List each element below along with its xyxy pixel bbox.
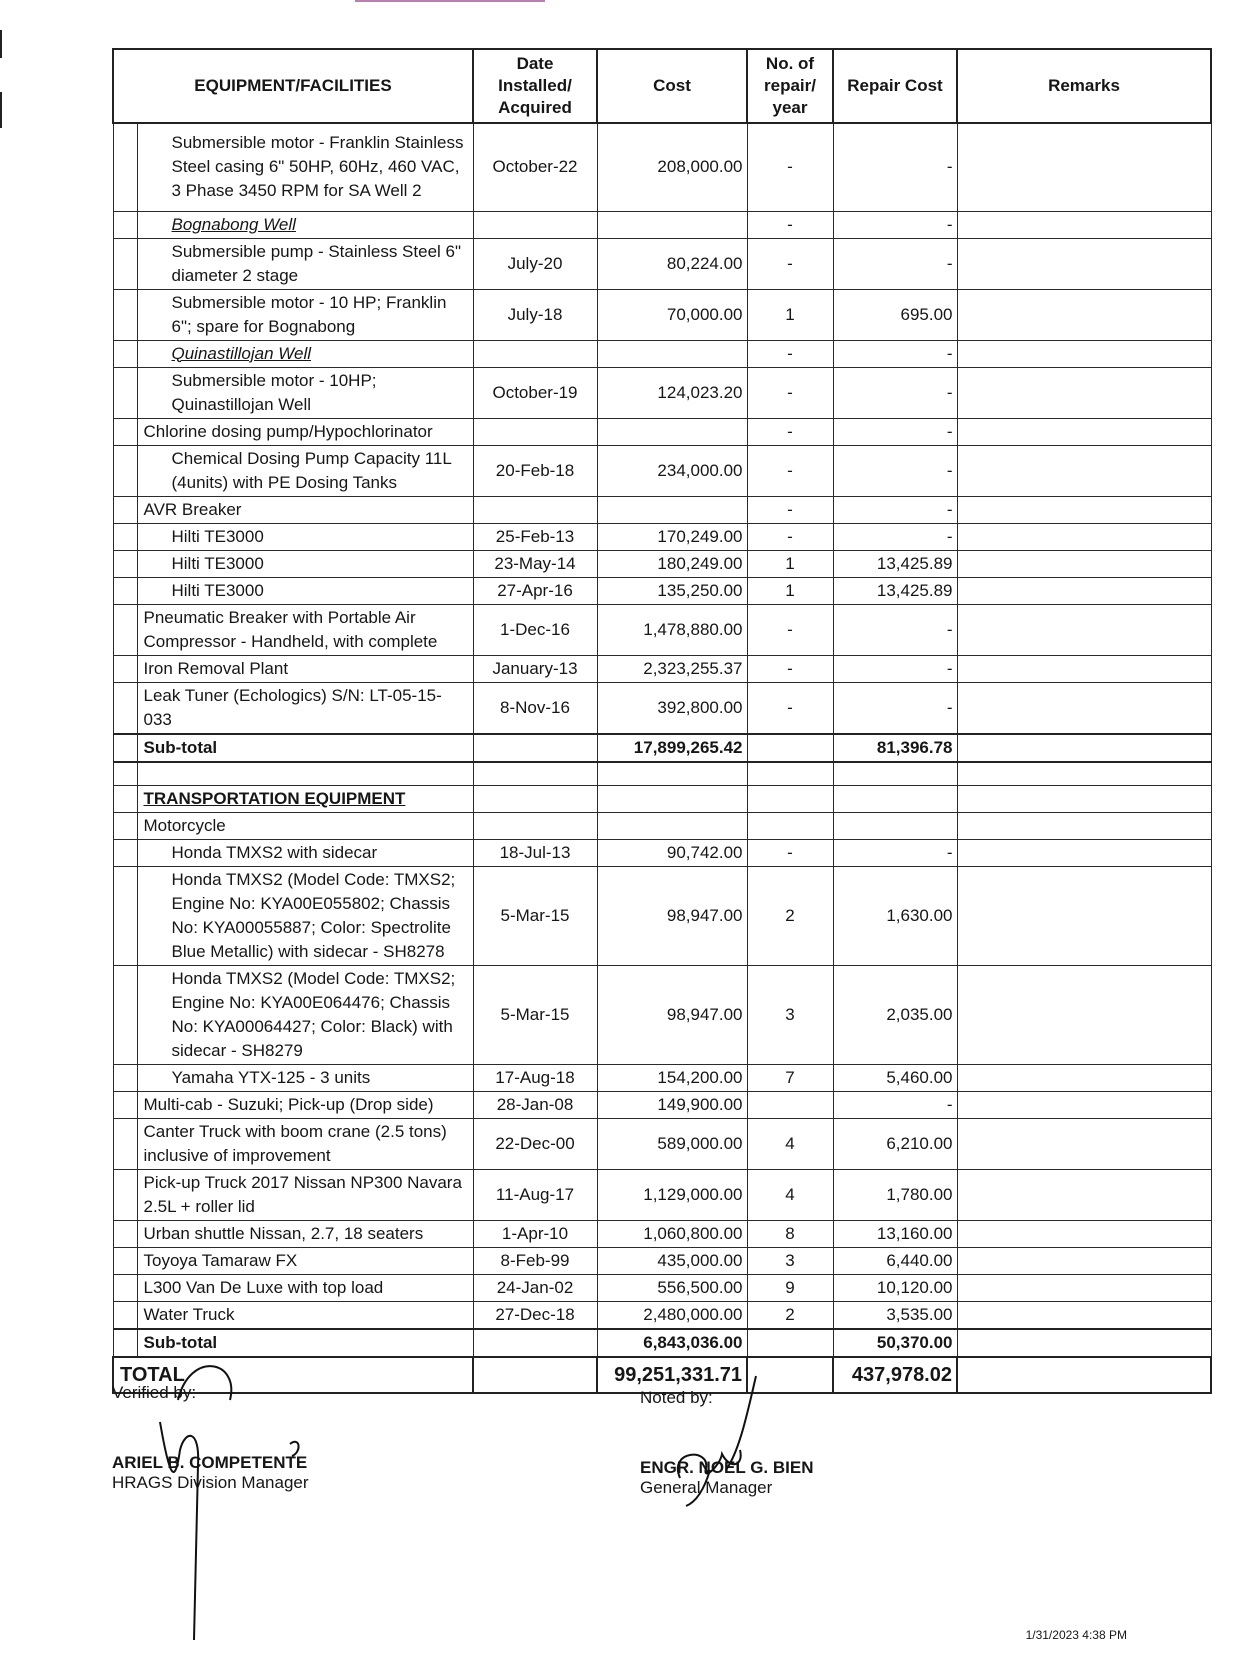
header-cost: Cost [597, 49, 747, 123]
handwritten-signature [150, 1340, 310, 1640]
row-description: Motorcycle [137, 812, 473, 839]
row-description: AVR Breaker [137, 496, 473, 523]
row-description: Honda TMXS2 (Model Code: TMXS2; Engine No: KYA00E055802; Chassis No: KYA00055887; Color: Spectrolite Blue Metallic) with sidecar - SH8278 [137, 866, 473, 965]
verified-by-name: ARIEL B. COMPETENTE [112, 1453, 308, 1472]
row-repairs: - [747, 123, 833, 211]
table-row: Quinastillojan Well - - [113, 340, 1211, 367]
row-description: Iron Removal Plant [137, 655, 473, 682]
handwritten-signature [660, 1370, 780, 1510]
table-row: Urban shuttle Nissan, 2.7, 18 seaters 1-Apr-10 1,060,800.00 8 13,160.00 [113, 1220, 1211, 1247]
section-title: TRANSPORTATION EQUIPMENT [137, 785, 473, 812]
row-description: Water Truck [137, 1301, 473, 1329]
table-row: Honda TMXS2 with sidecar 18-Jul-13 90,742.00 - - [113, 839, 1211, 866]
row-date: October-22 [473, 123, 597, 211]
row-description: Urban shuttle Nissan, 2.7, 18 seaters [137, 1220, 473, 1247]
table-row: Leak Tuner (Echologics) S/N: LT-05-15-033 8-Nov-16 392,800.00 - - [113, 682, 1211, 734]
print-timestamp: 1/31/2023 4:38 PM [1025, 1628, 1127, 1642]
row-cost: 208,000.00 [597, 123, 747, 211]
row-description: Submersible pump - Stainless Steel 6" diameter 2 stage [137, 238, 473, 289]
subtotal-row: Sub-total 17,899,265.42 81,396.78 [113, 734, 1211, 762]
header-equipment: EQUIPMENT/FACILITIES [113, 49, 473, 123]
left-edge-mark [0, 92, 2, 128]
row-description: Yamaha YTX-125 - 3 units [137, 1064, 473, 1091]
row-remarks [957, 123, 1211, 211]
row-description: Bognabong Well [137, 211, 473, 238]
row-description: Submersible motor - 10 HP; Franklin 6"; spare for Bognabong [137, 289, 473, 340]
table-row [113, 812, 1211, 839]
row-description: Submersible motor - 10HP; Quinastillojan Well [137, 367, 473, 418]
table-row: Bognabong Well - - [113, 211, 1211, 238]
table-header-row [113, 49, 1211, 123]
table-row: L300 Van De Luxe with top load 24-Jan-02 556,500.00 9 10,120.00 [113, 1274, 1211, 1301]
total-cost: 99,251,331.71 [597, 1357, 747, 1393]
table-row: Honda TMXS2 (Model Code: TMXS2; Engine No: KYA00E064476; Chassis No: KYA00064427; Color: Black) with sidecar - SH8279 5-Mar-15 98,947.00 3 2,035.00 [113, 965, 1211, 1064]
row-repair-cost: - [833, 123, 957, 211]
total-label: TOTAL [113, 1357, 473, 1393]
row-description: Sub-total [137, 1329, 473, 1357]
table-row: Multi-cab - Suzuki; Pick-up (Drop side) 28-Jan-08 149,900.00 - [113, 1091, 1211, 1118]
table-row: Chemical Dosing Pump Capacity 11L (4units) with PE Dosing Tanks 20-Feb-18 234,000.00 - - [113, 445, 1211, 496]
row-description: Chlorine dosing pump/Hypochlorinator [137, 418, 473, 445]
table-row: Submersible pump - Stainless Steel 6" diameter 2 stage July-20 80,224.00 - - [113, 238, 1211, 289]
row-description: Honda TMXS2 (Model Code: TMXS2; Engine No: KYA00E064476; Chassis No: KYA00064427; Color: Black) with sidecar - SH8279 [137, 965, 473, 1064]
noted-by-title: General Manager [640, 1478, 773, 1497]
table-row: Hilti TE3000 25-Feb-13 170,249.00 - - [113, 523, 1211, 550]
row-description: Pick-up Truck 2017 Nissan NP300 Navara 2.5L + roller lid [137, 1169, 473, 1220]
row-description: Hilti TE3000 [137, 577, 473, 604]
equipment-table [112, 48, 1212, 1394]
table-row: Pneumatic Breaker with Portable Air Compressor - Handheld, with complete 1-Dec-16 1,478,880.00 - - [113, 604, 1211, 655]
row-description: Honda TMXS2 with sidecar [137, 839, 473, 866]
section-heading-row [113, 785, 1211, 812]
noted-by-name: ENGR. NOEL G. BIEN [640, 1458, 814, 1477]
table-row: Yamaha YTX-125 - 3 units 17-Aug-18 154,200.00 7 5,460.00 [113, 1064, 1211, 1091]
table-row: Honda TMXS2 (Model Code: TMXS2; Engine No: KYA00E055802; Chassis No: KYA00055887; Color: Spectrolite Blue Metallic) with sidecar - SH8278 5-Mar-15 98,947.00 2 1,630.00 [113, 866, 1211, 965]
row-description: Leak Tuner (Echologics) S/N: LT-05-15-033 [137, 682, 473, 734]
header-repairs: No. of repair/ year [747, 49, 833, 123]
top-mark-line [355, 0, 545, 2]
row-description: Submersible motor - Franklin Stainless Steel casing 6" 50HP, 60Hz, 460 VAC, 3 Phase 3450 RPM for SA Well 2 [137, 123, 473, 211]
table-row: Water Truck 27-Dec-18 2,480,000.00 2 3,535.00 [113, 1301, 1211, 1329]
row-description: Canter Truck with boom crane (2.5 tons) inclusive of improvement [137, 1118, 473, 1169]
table-row: Hilti TE3000 27-Apr-16 135,250.00 1 13,425.89 [113, 577, 1211, 604]
table-row: Canter Truck with boom crane (2.5 tons) inclusive of improvement 22-Dec-00 589,000.00 4 6,210.00 [113, 1118, 1211, 1169]
table-row: Submersible motor - 10HP; Quinastillojan Well October-19 124,023.20 - - [113, 367, 1211, 418]
row-description: Quinastillojan Well [137, 340, 473, 367]
verified-by-label: Verified by: [112, 1383, 197, 1402]
row-description: L300 Van De Luxe with top load [137, 1274, 473, 1301]
table-row: Hilti TE3000 23-May-14 180,249.00 1 13,425.89 [113, 550, 1211, 577]
header-date: Date Installed/ Acquired [473, 49, 597, 123]
row-description: Hilti TE3000 [137, 523, 473, 550]
table-row [113, 123, 1211, 211]
row-description: Chemical Dosing Pump Capacity 11L (4units) with PE Dosing Tanks [137, 445, 473, 496]
total-repair-cost: 437,978.02 [833, 1357, 957, 1393]
verified-by-title: HRAGS Division Manager [112, 1473, 309, 1492]
row-description: Toyoya Tamaraw FX [137, 1247, 473, 1274]
row-description: Hilti TE3000 [137, 550, 473, 577]
table-row: Iron Removal Plant January-13 2,323,255.37 - - [113, 655, 1211, 682]
header-remarks: Remarks [957, 49, 1211, 123]
row-description: Pneumatic Breaker with Portable Air Compressor - Handheld, with complete [137, 604, 473, 655]
header-repair-cost: Repair Cost [833, 49, 957, 123]
left-edge-mark [0, 30, 2, 58]
table-row: Chlorine dosing pump/Hypochlorinator - - [113, 418, 1211, 445]
table-row: Toyoya Tamaraw FX 8-Feb-99 435,000.00 3 6,440.00 [113, 1247, 1211, 1274]
row-description: Sub-total [137, 734, 473, 762]
noted-by-label: Noted by: [640, 1388, 713, 1407]
spacer-row [113, 762, 1211, 786]
table-row: Pick-up Truck 2017 Nissan NP300 Navara 2.5L + roller lid 11-Aug-17 1,129,000.00 4 1,780.00 [113, 1169, 1211, 1220]
subtotal-row: Sub-total 6,843,036.00 50,370.00 [113, 1329, 1211, 1357]
row-description: Multi-cab - Suzuki; Pick-up (Drop side) [137, 1091, 473, 1118]
table-row: AVR Breaker - - [113, 496, 1211, 523]
table-row: Submersible motor - 10 HP; Franklin 6"; spare for Bognabong July-18 70,000.00 1 695.00 [113, 289, 1211, 340]
